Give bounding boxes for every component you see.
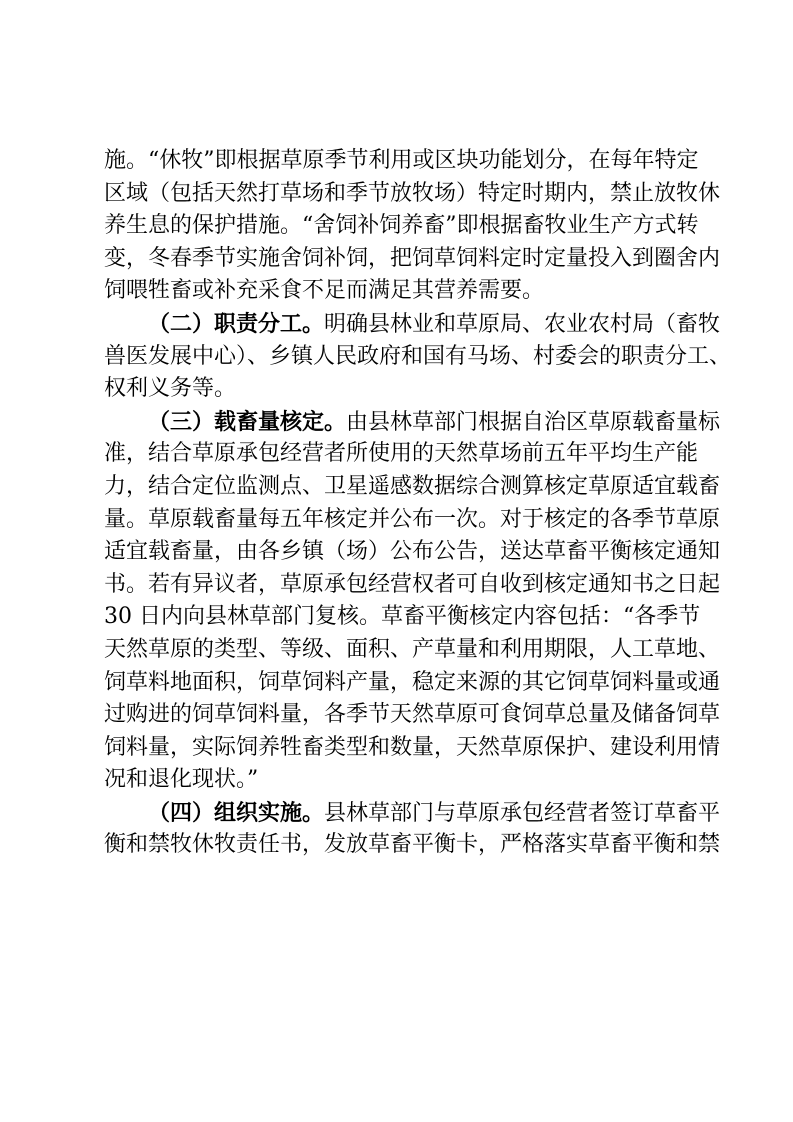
document-body: [104, 145, 732, 862]
text-line: 饲料量，实际饲养牲畜类型和数量，天然草原保护、建设利用情: [104, 734, 721, 760]
text-line: 30 日内向县林草部门复核。草畜平衡核定内容包括：“各季节: [104, 604, 701, 630]
text-line: [104, 406, 721, 439]
text-line: 衡和禁牧休牧责任书，发放草畜平衡卡，严格落实草畜平衡和禁: [104, 832, 721, 858]
text-line: 况和退化现状。”: [104, 767, 259, 793]
text-line: 养生息的保护措施。“舍饲补饲养畜”即根据畜牧业生产方式转: [104, 213, 699, 239]
text-line: 饲喂牲畜或补充采食不足而满足其营养需要。: [104, 278, 545, 304]
text-line: 施。“休牧”即根据草原季节利用或区块功能划分，在每年特定: [104, 148, 699, 173]
text-line: 量。草原载畜量每五年核定并公布一次。对于核定的各季节草原: [104, 506, 721, 532]
section-heading: （三）载畜量核定。: [148, 408, 347, 435]
text-line: [104, 797, 721, 830]
text-line: [104, 308, 721, 341]
paragraph-implementation: [104, 797, 721, 862]
text-line: 过购进的饲草饲料量，各季节天然草原可食饲草总量及储备饲草: [104, 702, 721, 728]
text-line: 权利义务等。: [104, 376, 237, 402]
text-line: 力，结合定位监测点、卫星遥感数据综合测算核定草原适宜载畜: [104, 473, 721, 499]
text-run: 由县林草部门根据自治区草原载畜量标: [346, 409, 721, 435]
text-line: 变，冬春季节实施舍饲补饲，把饲草饲料定时定量投入到圈舍内: [104, 245, 721, 271]
text-line: 书。若有异议者，草原承包经营权者可自收到核定通知书之日起: [104, 571, 721, 597]
text-run: 县林草部门与草原承包经营者签订草畜平: [324, 800, 721, 826]
text-line: 饲草料地面积，饲草饲料产量，稳定来源的其它饲草饲料量或通: [104, 669, 721, 695]
text-line: 天然草原的类型、等级、面积、产草量和利用期限，人工草地、: [104, 636, 721, 662]
text-line: 区域（包括天然打草场和季节放牧场）特定时期内，禁止放牧休: [104, 180, 721, 206]
text-line: 兽医发展中心）、乡镇人民政府和国有马场、村委会的职责分工、: [104, 343, 732, 369]
paragraph-responsibilities: [104, 308, 732, 406]
paragraph-carrying-capacity: [104, 406, 721, 797]
text-line: 准，结合草原承包经营者所使用的天然草场前五年平均生产能: [104, 441, 699, 467]
text-line: 适宜载畜量，由各乡镇（场）公布公告，送达草畜平衡核定通知: [104, 539, 721, 565]
section-heading: （二）职责分工。: [148, 310, 325, 337]
section-heading: （四）组织实施。: [148, 799, 325, 826]
paragraph-continuation: [104, 145, 721, 308]
text-run: 明确县林业和草原局、农业农村局（畜牧: [324, 311, 721, 337]
